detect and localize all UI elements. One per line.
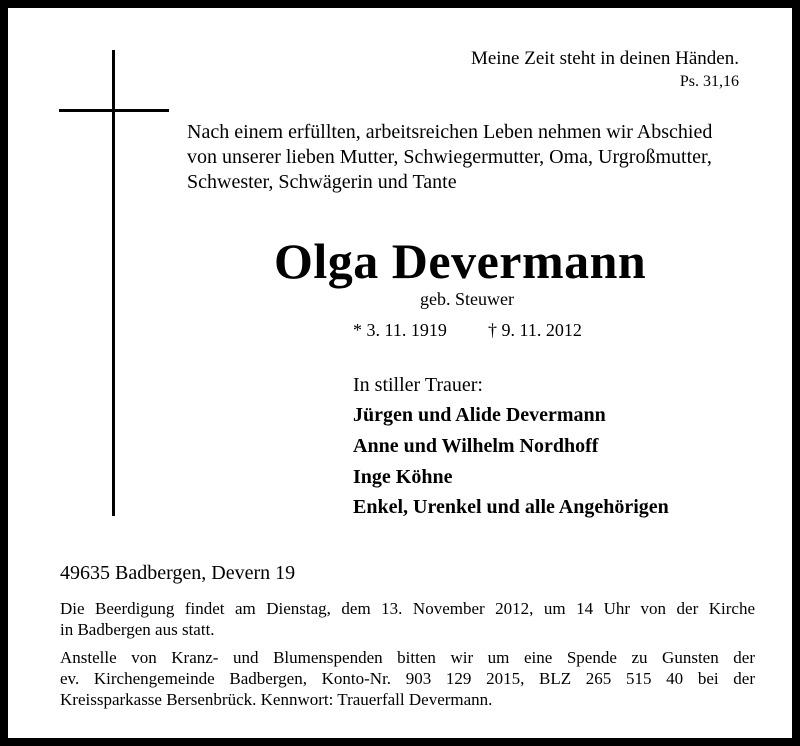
bible-reference: Ps. 31,16: [679, 73, 739, 90]
maiden-name: geb. Steuwer: [420, 289, 514, 309]
intro-text: [187, 120, 757, 195]
donation-notice: [60, 647, 755, 710]
mourners-label: In stiller Trauer:: [353, 374, 483, 396]
cross-vertical-bar: [112, 50, 115, 516]
funeral-line: Die Beerdigung findet am Dienstag, dem 13. November 2012, um 14 Uhr von der Kirche: [60, 599, 755, 618]
death-date: † 9. 11. 2012: [488, 320, 582, 340]
donation-line: ev. Kirchengemeinde Badbergen, Konto-Nr. 903 129 2015, BLZ 265 515 40 bei der: [60, 669, 755, 688]
mourner-name: Anne und Wilhelm Nordhoff: [353, 435, 599, 457]
funeral-notice: [60, 598, 755, 640]
funeral-line: in Badbergen aus statt.: [60, 620, 215, 639]
mourner-name: Inge Köhne: [353, 466, 453, 488]
intro-line: Schwester, Schwägerin und Tante: [187, 171, 457, 193]
family-address: 49635 Badbergen, Devern 19: [60, 562, 296, 584]
intro-line: Nach einem erfüllten, arbeitsreichen Leben nehmen wir Abschied: [187, 121, 713, 143]
birth-date: * 3. 11. 1919: [353, 320, 447, 340]
donation-line: Anstelle von Kranz- und Blumenspenden bitten wir um eine Spende zu Gunsten der: [60, 648, 755, 667]
deceased-name: Olga Devermann: [274, 233, 647, 289]
cross-horizontal-bar: [59, 109, 169, 112]
bible-quote: Meine Zeit steht in deinen Händen.: [470, 48, 739, 69]
intro-line: von unserer lieben Mutter, Schwiegermutter, Oma, Urgroßmutter,: [187, 146, 712, 168]
mourner-name: Enkel, Urenkel und alle Angehörigen: [353, 496, 669, 518]
donation-line: Kreissparkasse Bersenbrück. Kennwort: Trauerfall Devermann.: [60, 690, 493, 709]
mourner-name: Jürgen und Alide Devermann: [353, 404, 606, 426]
